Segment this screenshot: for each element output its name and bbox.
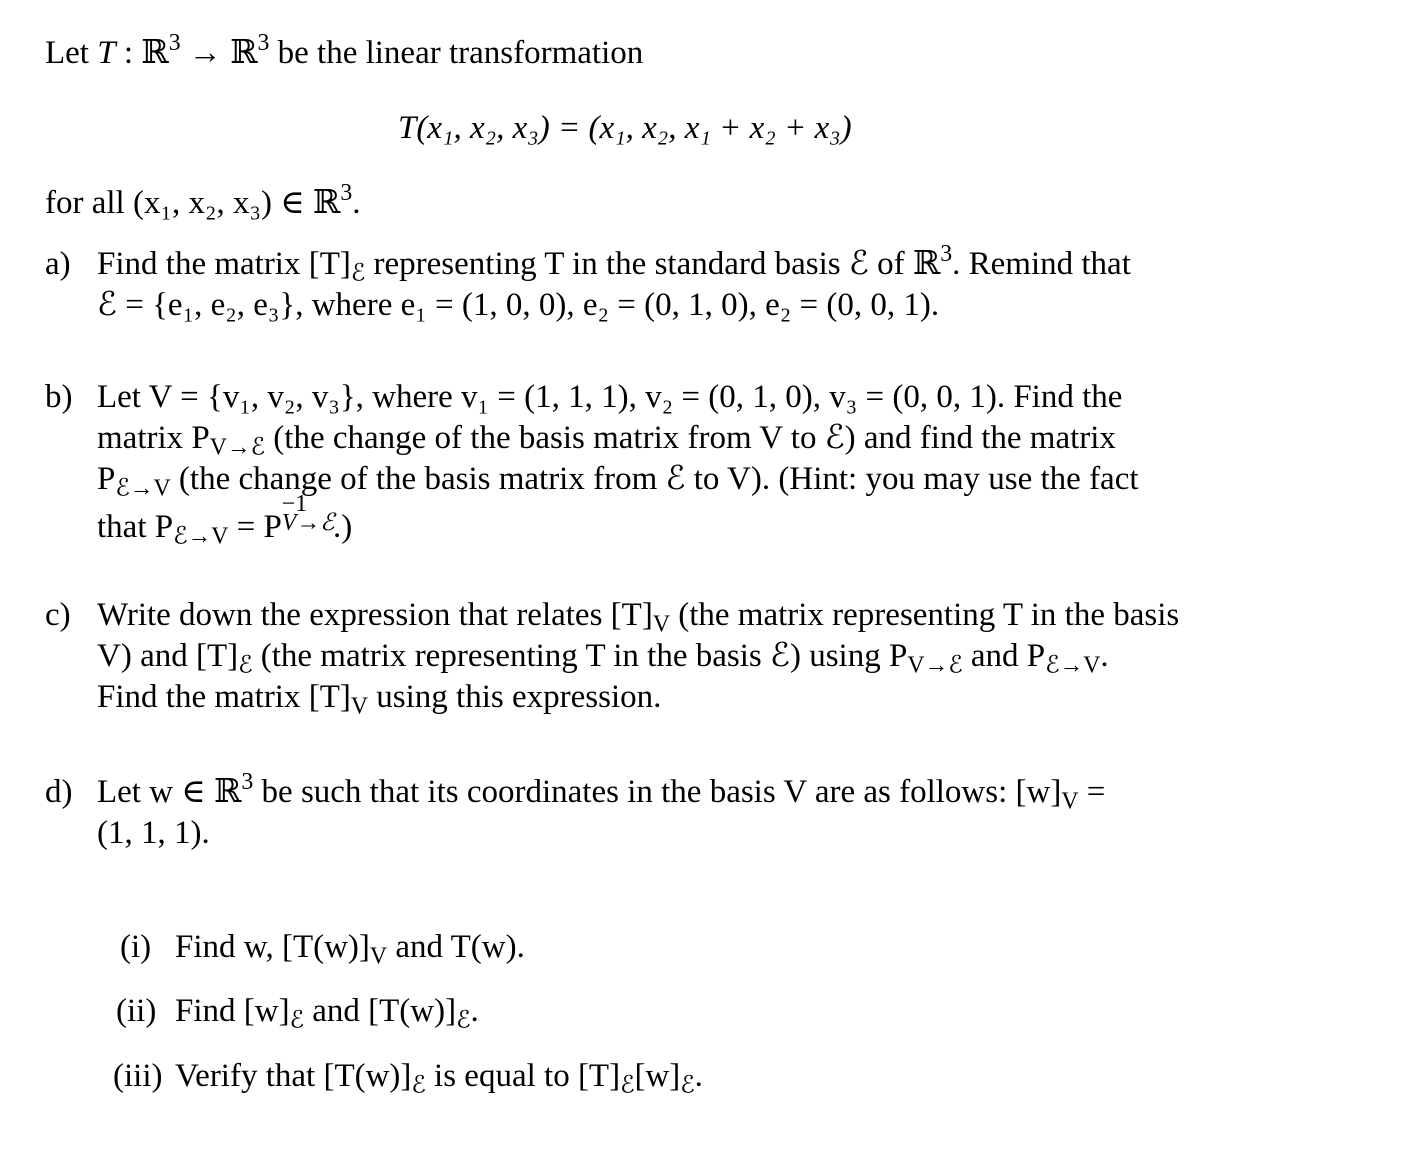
transformation-formula (398, 112, 852, 145)
part-a-text: ℰ = {e₁, e₂, e₃}, where e₁ = (1, 0, 0), e₂ = (0, 1, 0), e₂ = (0, 0, 1). (97, 287, 940, 323)
part-a-line-1 (97, 240, 1131, 287)
subscript: V (369, 943, 388, 970)
subscript: ℰ (238, 652, 253, 679)
part-d-label (45, 776, 73, 809)
intro-text: . (352, 185, 361, 221)
intro-line-3 (45, 179, 361, 221)
part-c-text: V) and [T] (97, 638, 239, 674)
subscript: ℰ (680, 1072, 695, 1099)
label-text: c) (45, 597, 71, 633)
part-d-line-2 (97, 817, 210, 850)
part-d-text: be such that its coordinates in the basis V are as follows: [w] (253, 774, 1062, 810)
part-a-label (45, 248, 71, 281)
subitem-text: . (694, 1058, 703, 1094)
subitem-text: [w] (634, 1058, 681, 1094)
subitem-i-text (175, 929, 525, 970)
part-b-line-1 (97, 381, 1122, 414)
subscript: ℰ (620, 1072, 635, 1099)
subitem-text: Verify that [T(w)] (175, 1058, 412, 1094)
formula-text: T(x₁, x₂, x₃) = (x₁, x₂, x₁ + x₂ + x₃) (398, 110, 852, 146)
subitem-text: Find w, [T(w)] (175, 929, 370, 965)
part-d-text: (1, 1, 1). (97, 815, 210, 851)
part-c-text: (the matrix representing T in the basis ℰ) using P (252, 638, 908, 674)
subitem-label: (i) (120, 929, 152, 965)
part-c-text: using this expression. (368, 679, 662, 715)
subscript: ℰ (350, 260, 366, 287)
part-c-line-3 (97, 679, 662, 720)
subscript: V→ℰ (281, 510, 335, 537)
superscript: 3 (168, 29, 181, 56)
subscript: ℰ→V (173, 523, 229, 550)
part-c-text: and P (962, 638, 1046, 674)
subscript: ℰ (411, 1072, 426, 1099)
label-text: d) (45, 774, 73, 810)
subitem-label: (iii) (113, 1058, 163, 1094)
part-a-text: representing T in the standard basis ℰ of ℝ (365, 246, 941, 282)
subscript: V (1061, 788, 1079, 815)
part-b-line-2 (97, 420, 1116, 461)
part-b-text: Let V = {v₁, v₂, v₃}, where v₁ = (1, 1, 1), v₂ = (0, 1, 0), v₃ = (0, 0, 1). Find the (97, 379, 1123, 415)
subitem-iii (113, 1060, 162, 1093)
subscript: V (652, 611, 670, 638)
subscript: ℰ→V (1045, 652, 1101, 679)
part-d-text: = (1078, 774, 1106, 810)
intro-line-1 (45, 29, 644, 71)
subscript: V→ℰ (907, 652, 963, 679)
part-c-label (45, 599, 71, 632)
subitem-iii-text (175, 1058, 703, 1099)
superscript: 3 (940, 240, 953, 267)
intro-T: T (97, 35, 116, 71)
subitem-text: Find [w] (175, 993, 290, 1029)
part-a-line-2 (97, 289, 939, 322)
part-b-text: P (97, 461, 116, 497)
superscript: 3 (340, 179, 353, 206)
part-c-text: . (1100, 638, 1109, 674)
subscript: V (350, 693, 369, 720)
part-d-text: Let w ∈ ℝ (97, 774, 242, 810)
subitem-ii-text (175, 993, 479, 1034)
part-b-label (45, 381, 73, 414)
intro-text: : ℝ (115, 35, 169, 71)
superscript: −1 (281, 491, 308, 518)
part-a-text: . Remind that (952, 246, 1131, 282)
part-b-text: = P (228, 509, 282, 545)
part-b-text: matrix P (97, 420, 210, 456)
subitem-i (120, 931, 151, 964)
part-d-line-1 (97, 768, 1106, 815)
subscript: ℰ (456, 1007, 471, 1034)
subitem-text: is equal to [T] (425, 1058, 621, 1094)
part-b-text: (the change of the basis matrix from V to ℰ) and find the matrix (265, 420, 1116, 456)
label-text: b) (45, 379, 73, 415)
sup-sub-stack (281, 491, 335, 537)
subitem-text: and [T(w)] (303, 993, 457, 1029)
superscript: 3 (257, 29, 270, 56)
part-b-line-3 (97, 461, 1139, 502)
part-b-line-4 (97, 491, 353, 550)
subscript: ℰ→V (115, 475, 171, 502)
part-b-text: that P (97, 509, 174, 545)
part-b-text: .) (333, 509, 353, 545)
part-a-text: Find the matrix [T] (97, 246, 351, 282)
part-c-text: Find the matrix [T] (97, 679, 351, 715)
subscript: ℰ (289, 1007, 304, 1034)
part-b-text: (the change of the basis matrix from ℰ to V). (Hint: you may use the fact (170, 461, 1139, 497)
part-c-line-1 (97, 597, 1180, 638)
intro-text: for all (x₁, x₂, x₃) ∈ ℝ (45, 185, 341, 221)
label-text: a) (45, 246, 71, 282)
subitem-text: . (470, 993, 479, 1029)
intro-text: → ℝ (180, 35, 258, 71)
part-c-line-2 (97, 638, 1109, 679)
superscript: 3 (241, 768, 254, 795)
intro-text: be the linear transformation (269, 35, 644, 71)
part-c-text: Write down the expression that relates [T] (97, 597, 653, 633)
subitem-label: (ii) (116, 993, 157, 1029)
part-c-text: (the matrix representing T in the basis (669, 597, 1180, 633)
subitem-ii (116, 995, 156, 1028)
subitem-text: and T(w). (387, 929, 525, 965)
intro-text: Let (45, 35, 98, 71)
subscript: V→ℰ (209, 434, 266, 461)
